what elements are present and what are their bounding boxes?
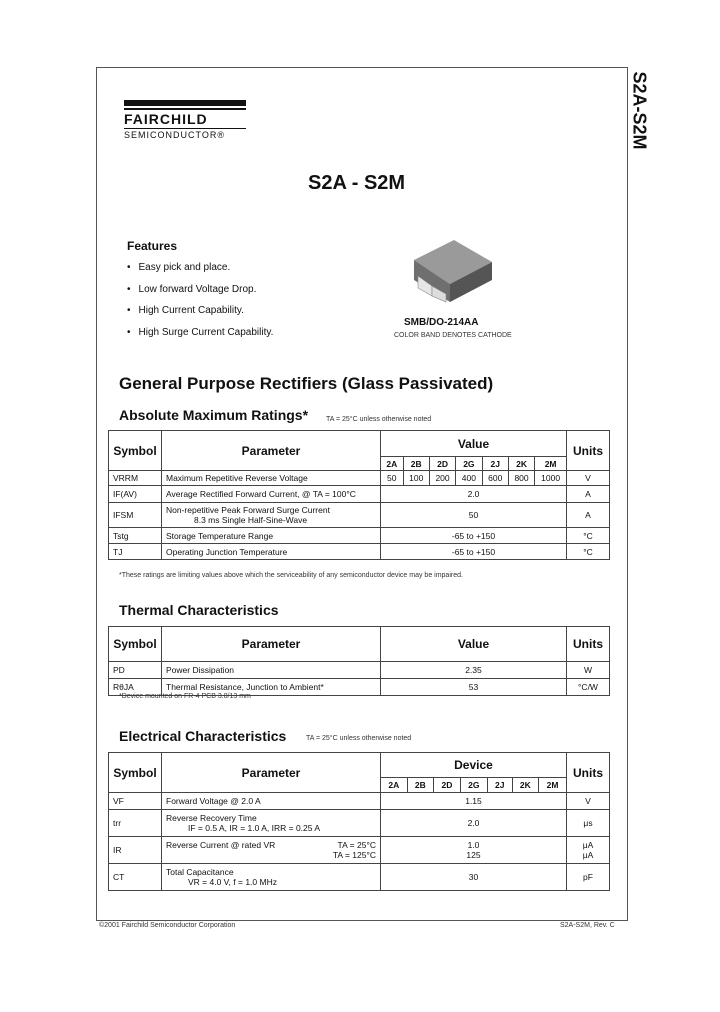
package-note: COLOR BAND DENOTES CATHODE <box>394 332 512 339</box>
side-title: S2A-S2M <box>629 71 650 150</box>
device-col: 2M <box>535 457 567 471</box>
package-label: SMB/DO-214AA <box>404 317 479 328</box>
table-row: VRRM Maximum Repetitive Reverse Voltage 50 100 200 400 600 800 1000 V <box>109 471 610 486</box>
table-row: CT Total Capacitance VR = 4.0 V, f = 1.0 MHz 30 pF <box>109 864 610 891</box>
feature-item: • High Surge Current Capability. <box>127 327 273 349</box>
device-col: 2G <box>456 457 482 471</box>
footer-copyright: ©2001 Fairchild Semiconductor Corporation <box>99 922 236 929</box>
electrical-table: Symbol Parameter Device Units 2A 2B 2D 2G 2J 2K 2M VF Forward Voltage @ 2.0 A 1.15 V trr Reverse Recovery Time IF = 0.5 A, IR = 1.0 A, IRR = 0.25 A 2.0 μs IR Reverse Current @ rated VR TA = 25°C TA = 125°C 1.0 125 μA μA CT Total Capacitance VR = 4.0 V, f = 1.0 MHz 30 pF <box>108 752 610 891</box>
footer-revision: S2A-S2M, Rev. C <box>560 922 615 929</box>
fairchild-logo <box>124 100 246 140</box>
device-col: 2A <box>381 457 404 471</box>
device-col: 2K <box>508 457 534 471</box>
table-row: IF(AV) Average Rectified Forward Current, @ TA = 100°C 2.0 A <box>109 486 610 503</box>
logo-name: FAIRCHILD <box>124 111 208 127</box>
elec-conditions: TA = 25°C unless otherwise noted <box>306 735 412 742</box>
abs-footnote: *These ratings are limiting values above which the serviceability of any semiconductor device may be impaired. <box>119 572 463 579</box>
device-col: 2B <box>403 457 429 471</box>
page-title: S2A - S2M <box>308 172 406 194</box>
elec-heading: Electrical Characteristics <box>119 728 287 744</box>
device-col: 2D <box>429 457 455 471</box>
device-col: 2J <box>482 457 508 471</box>
feature-item: • High Current Capability. <box>127 305 273 327</box>
thermal-table: Symbol Parameter Value Units PD Power Dissipation 2.35 W RθJA Thermal Resistance, Junction to Ambient* 53 °C/W <box>108 626 610 696</box>
col-units: Units <box>567 431 610 471</box>
table-row: RθJA Thermal Resistance, Junction to Ambient* 53 °C/W <box>109 679 610 696</box>
thermal-heading: Thermal Characteristics <box>119 602 279 618</box>
main-heading: General Purpose Rectifiers (Glass Passivated) <box>119 374 494 393</box>
table-row: IFSM Non-repetitive Peak Forward Surge Current 8.3 ms Single Half-Sine-Wave 50 A <box>109 503 610 528</box>
col-parameter: Parameter <box>162 431 381 471</box>
feature-item: • Easy pick and place. <box>127 262 273 284</box>
table-row: trr Reverse Recovery Time IF = 0.5 A, IR = 1.0 A, IRR = 0.25 A 2.0 μs <box>109 810 610 837</box>
features-list <box>127 262 273 349</box>
feature-item: • Low forward Voltage Drop. <box>127 284 273 306</box>
abs-conditions: TA = 25°C unless otherwise noted <box>326 416 432 423</box>
features-heading: Features <box>127 239 178 253</box>
logo-sub: SEMICONDUCTOR® <box>124 128 246 140</box>
col-symbol: Symbol <box>109 431 162 471</box>
table-row: VF Forward Voltage @ 2.0 A 1.15 V <box>109 793 610 810</box>
abs-max-table <box>108 430 610 560</box>
col-value: Value <box>381 431 567 457</box>
thermal-footnote: *Device mounted on FR-4 PCB 3.0/13 mm <box>119 693 251 700</box>
smb-package-icon <box>410 236 494 308</box>
abs-heading: Absolute Maximum Ratings* <box>119 407 309 423</box>
table-row: IR Reverse Current @ rated VR TA = 25°C TA = 125°C 1.0 125 μA μA <box>109 837 610 864</box>
table-row: Tstg Storage Temperature Range -65 to +150 °C <box>109 528 610 544</box>
table-row: TJ Operating Junction Temperature -65 to +150 °C <box>109 544 610 560</box>
table-row: PD Power Dissipation 2.35 W <box>109 662 610 679</box>
